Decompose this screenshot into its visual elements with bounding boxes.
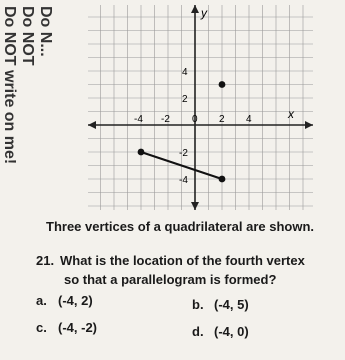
side-note-line-1: Do NOT write on me!: [1, 6, 18, 165]
choice-c-letter: c.: [36, 320, 47, 335]
x-tick-label: -4: [134, 114, 143, 125]
side-note-line-2: Do NOT: [19, 6, 36, 66]
choice-a-letter: a.: [36, 293, 47, 308]
y-tick-label: -4: [179, 175, 188, 186]
choice-b[interactable]: [192, 297, 249, 312]
y-tick-label: -2: [179, 148, 188, 159]
y-axis-label: y: [201, 6, 207, 20]
choice-b-letter: b.: [192, 297, 204, 312]
coordinate-graph: [88, 5, 313, 210]
choice-c[interactable]: [36, 320, 97, 335]
choice-a[interactable]: [36, 293, 93, 308]
choice-d-value: (-4, 0): [214, 324, 249, 339]
side-note-line-3: Do N...: [37, 6, 54, 57]
x-tick-label: -2: [161, 114, 170, 125]
caption: Three vertices of a quadrilateral are shown.: [46, 219, 315, 234]
x-tick-label: 2: [219, 114, 225, 125]
x-axis-arrow-left: [88, 121, 96, 129]
x-axis-label: x: [288, 107, 294, 121]
question-21: [36, 251, 336, 289]
x-axis-arrow: [305, 121, 313, 129]
y-tick-label: 4: [182, 67, 188, 78]
choice-c-value: (-4, -2): [58, 320, 97, 335]
vertex-point: [219, 176, 226, 183]
y-axis-arrow: [191, 5, 199, 13]
choice-d[interactable]: [192, 324, 249, 339]
question-number: 21.: [36, 253, 55, 268]
x-tick-label: 0: [192, 114, 198, 125]
vertex-point: [138, 149, 145, 156]
grid: [88, 5, 313, 210]
choice-b-value: (-4, 5): [214, 297, 249, 312]
question-text-line-1: What is the location of the fourth vertex: [60, 253, 305, 268]
choice-d-letter: d.: [192, 324, 204, 339]
y-tick-label: 2: [182, 94, 188, 105]
vertex-point: [219, 81, 226, 88]
question-text-line-2: so that a parallelogram is formed?: [64, 272, 277, 287]
handwritten-side-note: [0, 6, 56, 166]
x-tick-label: 4: [246, 114, 252, 125]
choice-a-value: (-4, 2): [58, 293, 93, 308]
